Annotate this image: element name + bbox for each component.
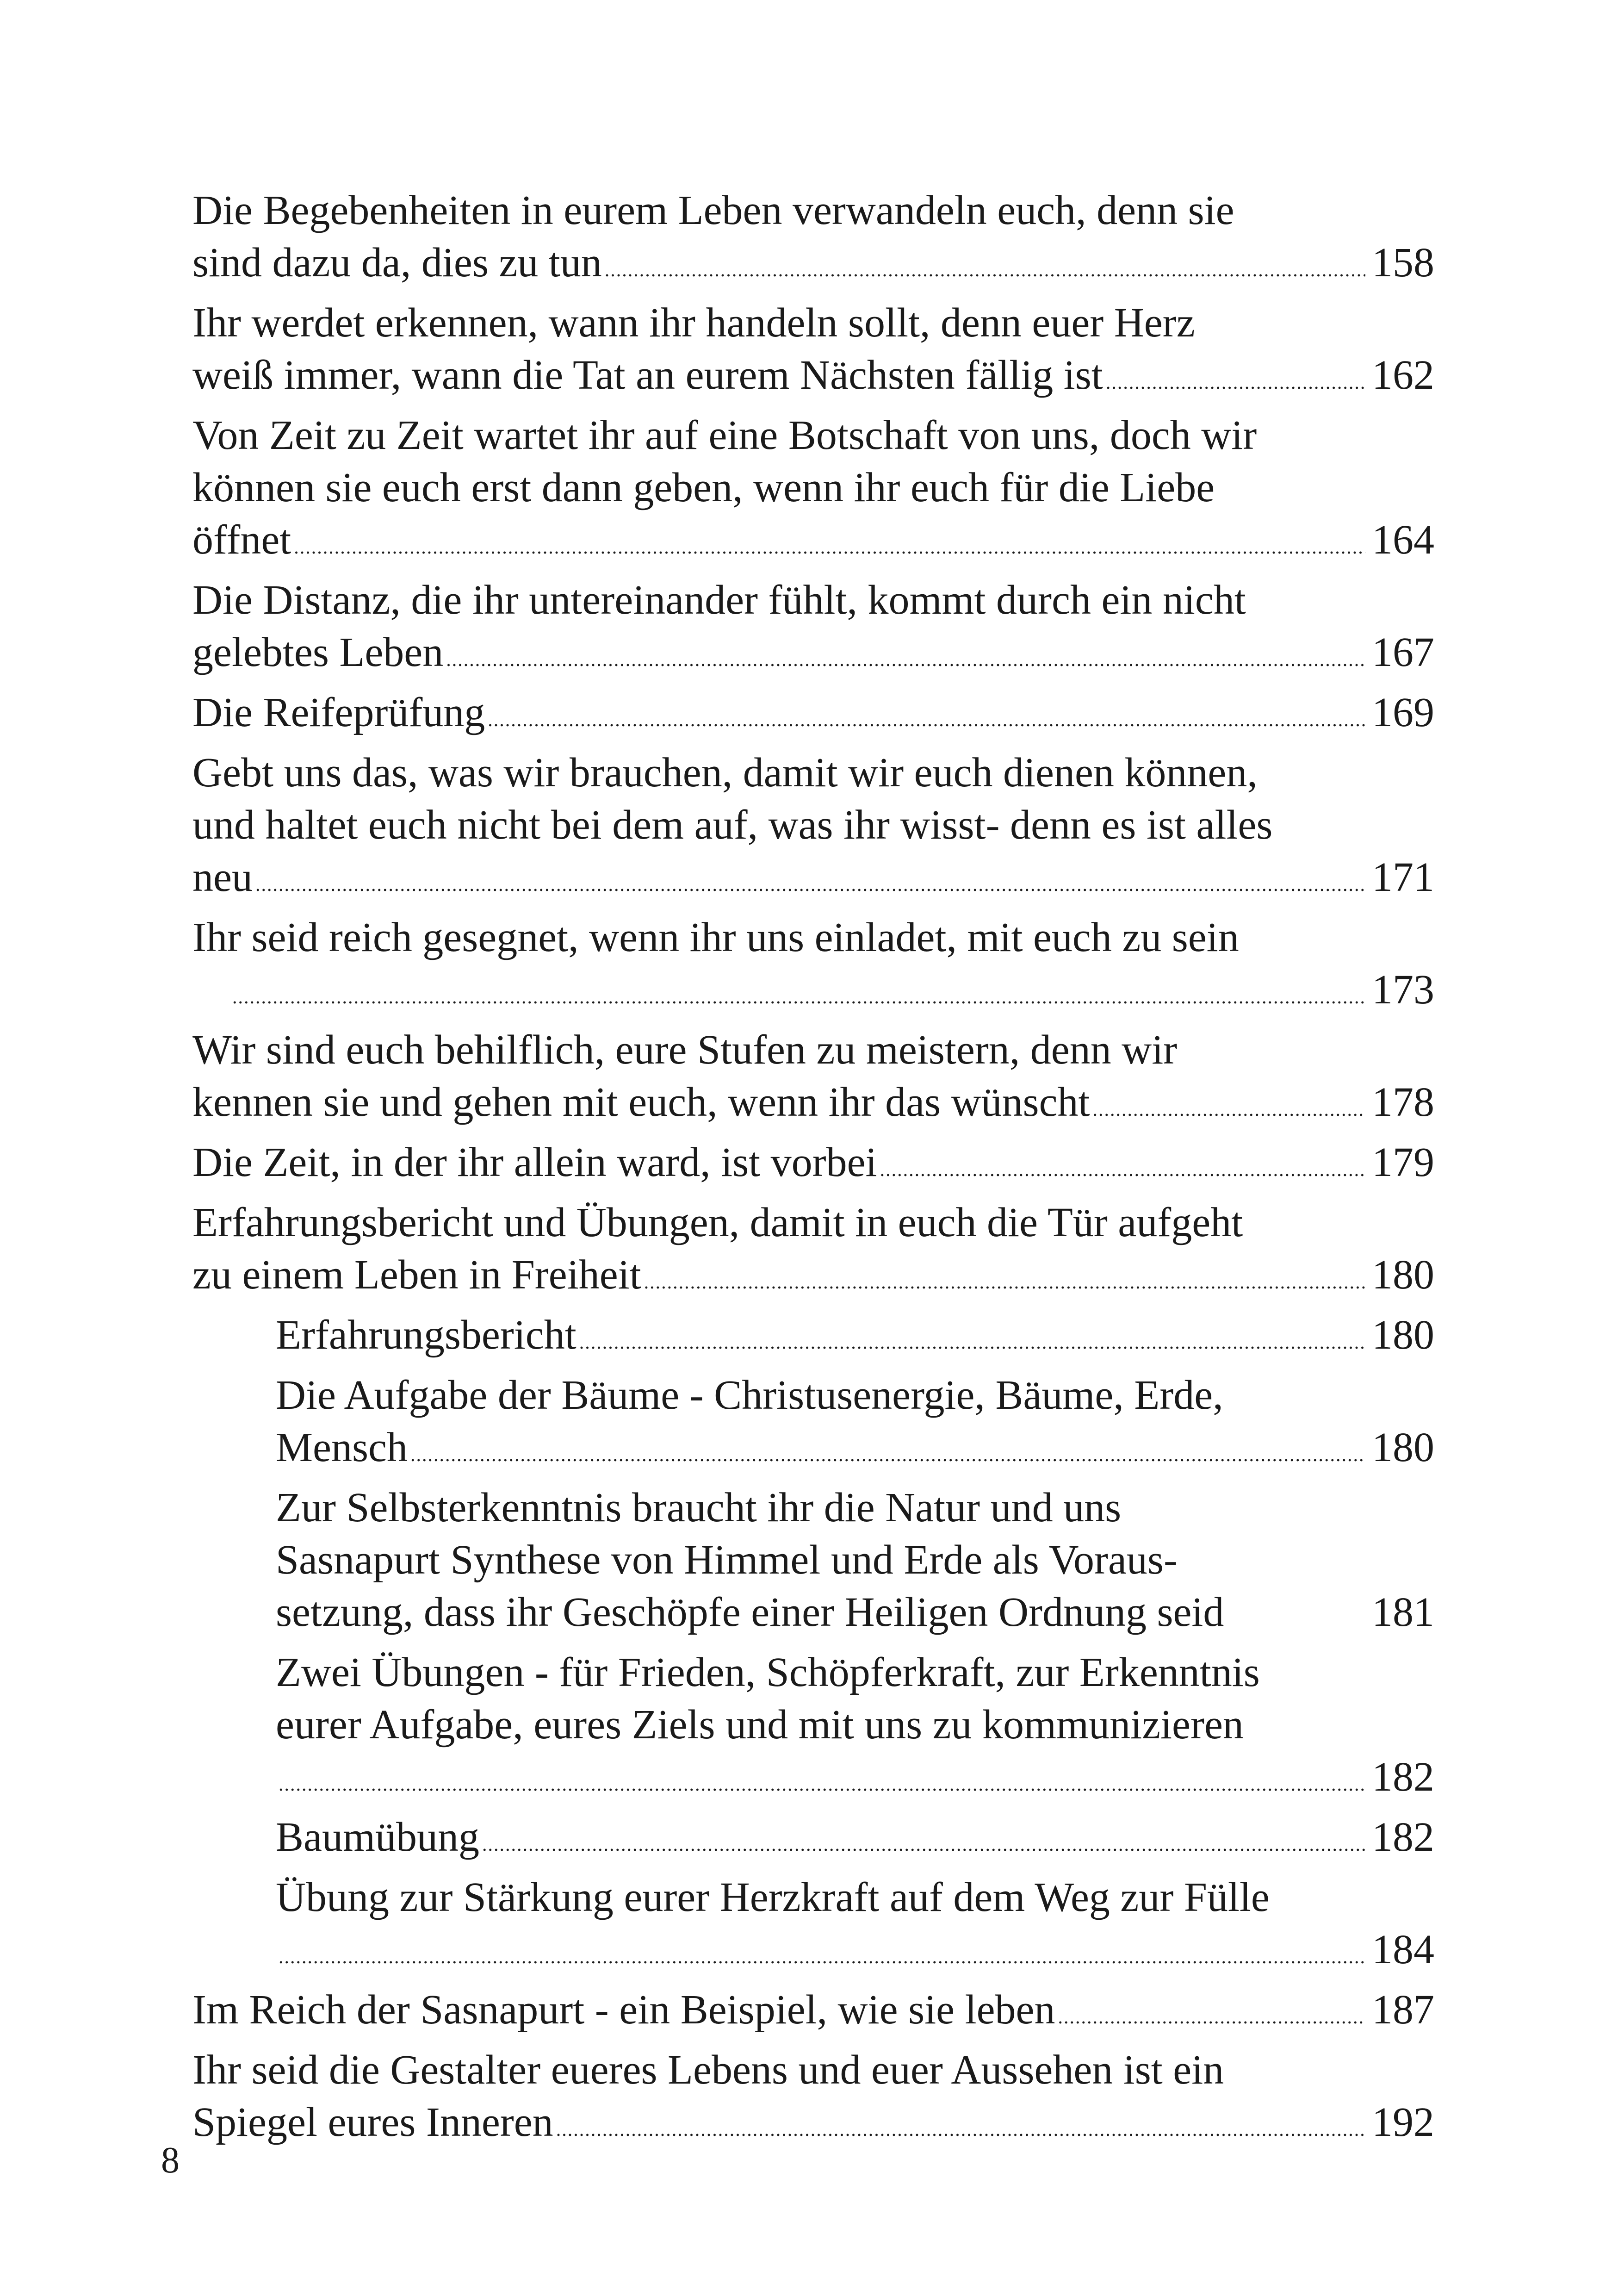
toc-entry <box>276 1481 1434 1646</box>
toc-entry-title-end: Im Reich der Sasnapurt - ein Beispiel, wie sie leben <box>192 1987 1055 2033</box>
toc-entry <box>192 747 1434 911</box>
toc-entry-title-end: Spiegel eures Inneren <box>192 2099 553 2145</box>
toc-entry <box>192 574 1434 686</box>
toc-entry-title-line: Sasnapurt Synthese von Himmel und Erde als Voraus- <box>276 1537 1178 1583</box>
dot-leader <box>880 1144 1365 1196</box>
toc-entry-title-end: Die Zeit, in der ihr allein ward, ist vorbei <box>192 1139 877 1185</box>
toc-entry-title-line: Erfahrungsbericht und Übungen, damit in euch die Tür aufgeht <box>192 1200 1243 1245</box>
toc-entry-page: 182 <box>1372 1754 1434 1800</box>
toc-entry <box>276 1871 1434 1984</box>
toc-entry-page: 164 <box>1372 517 1434 563</box>
toc-entry-final-line <box>192 964 1434 1024</box>
toc-entry-title-end: neu <box>192 854 253 900</box>
toc-entry-page: 184 <box>1372 1927 1434 1972</box>
dot-leader <box>255 859 1365 911</box>
toc-entry-title-line: Die Begebenheiten in eurem Leben verwandeln euch, denn sie <box>192 187 1234 233</box>
toc-entry-final-line <box>276 1751 1434 1811</box>
toc-entry <box>192 1196 1434 1309</box>
toc-entry-title-end: weiß immer, wann die Tat an eurem Nächsten fällig ist <box>192 352 1103 398</box>
toc-entry-title-line: Die Aufgabe der Bäume - Christusenergie, Bäume, Erde, <box>276 1372 1223 1418</box>
toc-entry-title-end: Die Reifeprüfung <box>192 690 485 735</box>
dot-leader <box>446 634 1365 686</box>
dot-leader <box>279 1931 1365 1984</box>
toc-entry-title-end: Baumübung <box>276 1814 479 1860</box>
toc-entry-page: 171 <box>1372 854 1434 900</box>
toc-entry-title-line: eurer Aufgabe, eures Ziels und mit uns zu kommunizieren <box>276 1702 1244 1748</box>
dot-leader <box>1106 357 1365 409</box>
page-number: 8 <box>161 2140 180 2181</box>
toc-entry-final-line <box>192 2096 1434 2156</box>
dot-leader <box>410 1429 1365 1481</box>
dot-leader <box>279 1759 1365 1811</box>
toc-entry-title-end: gelebtes Leben <box>192 629 444 675</box>
toc-entry-title-end: setzung, dass ihr Geschöpfe einer Heiligen Ordnung seid <box>276 1589 1224 1635</box>
toc-entry-title-line: Wir sind euch behilflich, eure Stufen zu meistern, denn wir <box>192 1027 1178 1073</box>
toc-entry <box>192 1136 1434 1196</box>
toc-entry-title-end: Mensch <box>276 1425 408 1470</box>
toc-entry-final-line <box>276 1586 1434 1646</box>
toc-entry-page: 180 <box>1372 1252 1434 1298</box>
toc-entry-title-line: Übung zur Stärkung eurer Herzkraft auf dem Weg zur Fülle <box>276 1874 1270 1920</box>
dot-leader <box>1058 1991 1365 2044</box>
toc-entry-title-line: Zur Selbsterkenntnis braucht ihr die Natur und uns <box>276 1485 1122 1531</box>
toc-entry-page: 192 <box>1372 2099 1434 2145</box>
toc-entry <box>276 1646 1434 1811</box>
toc-entry-title-end: Erfahrungsbericht <box>276 1312 577 1358</box>
dot-leader <box>232 971 1365 1024</box>
toc-entry-page: 162 <box>1372 352 1434 398</box>
toc-entry <box>192 686 1434 747</box>
toc-entry-title-line: Gebt uns das, was wir brauchen, damit wir euch dienen können, <box>192 750 1258 796</box>
toc-entry-final-line <box>192 1984 1434 2044</box>
toc-entry-title-end: sind dazu da, dies zu tun <box>192 240 602 286</box>
dot-leader <box>488 694 1365 747</box>
toc-entry <box>192 1984 1434 2044</box>
toc-entry <box>276 1811 1434 1871</box>
toc-entry-title-end: kennen sie und gehen mit euch, wenn ihr das wünscht <box>192 1079 1090 1125</box>
toc-entry-title-line: Von Zeit zu Zeit wartet ihr auf eine Botschaft von uns, doch wir <box>192 412 1257 458</box>
toc-entry-title-line: Ihr werdet erkennen, wann ihr handeln sollt, denn euer Herz <box>192 300 1195 346</box>
toc-entry-final-line <box>276 1811 1434 1871</box>
toc-entry-final-line <box>192 686 1434 747</box>
toc-entry-title-line: und haltet euch nicht bei dem auf, was ihr wisst- denn es ist alles <box>192 802 1273 848</box>
toc-entry-final-line <box>192 236 1434 297</box>
toc-entry-page: 187 <box>1372 1987 1434 2033</box>
toc-entry <box>276 1309 1434 1369</box>
toc-entry-title-line: Ihr seid reich gesegnet, wenn ihr uns einladet, mit euch zu sein <box>192 915 1239 960</box>
toc-entry-page: 181 <box>1372 1589 1434 1635</box>
toc-entry-title-line: Zwei Übungen - für Frieden, Schöpferkraft, zur Erkenntnis <box>276 1649 1260 1695</box>
toc-entry-final-line <box>192 514 1434 574</box>
toc-entry-page: 180 <box>1372 1312 1434 1358</box>
toc-entry-final-line <box>276 1309 1434 1369</box>
toc-entry-title-end: öffnet <box>192 517 291 563</box>
toc-entry-final-line <box>276 1421 1434 1481</box>
toc-entry-page: 179 <box>1372 1139 1434 1185</box>
toc-entry <box>192 1024 1434 1136</box>
toc-entry-final-line <box>192 1136 1434 1196</box>
dot-leader <box>1093 1084 1365 1136</box>
dot-leader <box>556 2104 1365 2156</box>
toc-entry-page: 169 <box>1372 690 1434 735</box>
toc-entry-page: 180 <box>1372 1425 1434 1470</box>
toc-entry-title-line: Ihr seid die Gestalter eueres Lebens und euer Aussehen ist ein <box>192 2047 1224 2093</box>
toc-entry-title-line: Die Distanz, die ihr untereinander fühlt, kommt durch ein nicht <box>192 577 1246 623</box>
dot-leader <box>644 1257 1365 1309</box>
toc-entry <box>192 911 1434 1024</box>
toc-entry-page: 182 <box>1372 1814 1434 1860</box>
table-of-contents <box>192 184 1434 2156</box>
dot-leader <box>605 244 1365 297</box>
toc-entry-page: 173 <box>1372 967 1434 1013</box>
toc-entry <box>192 297 1434 409</box>
toc-entry <box>192 409 1434 574</box>
toc-entry-final-line <box>192 1249 1434 1309</box>
toc-entry-page: 178 <box>1372 1079 1434 1125</box>
toc-entry <box>276 1369 1434 1481</box>
dot-leader <box>482 1819 1365 1871</box>
dot-leader <box>294 522 1365 574</box>
toc-entry-page: 158 <box>1372 240 1434 286</box>
toc-entry-title-line: können sie euch erst dann geben, wenn ihr euch für die Liebe <box>192 465 1215 510</box>
toc-entry-final-line <box>276 1923 1434 1984</box>
toc-entry <box>192 2044 1434 2156</box>
dot-leader <box>579 1317 1365 1369</box>
toc-entry <box>192 184 1434 297</box>
toc-entry-final-line <box>192 1076 1434 1136</box>
toc-entry-final-line <box>192 626 1434 686</box>
toc-entry-title-end: zu einem Leben in Freiheit <box>192 1252 641 1298</box>
toc-entry-page: 167 <box>1372 629 1434 675</box>
toc-entry-final-line <box>192 851 1434 911</box>
toc-entry-final-line <box>192 349 1434 409</box>
